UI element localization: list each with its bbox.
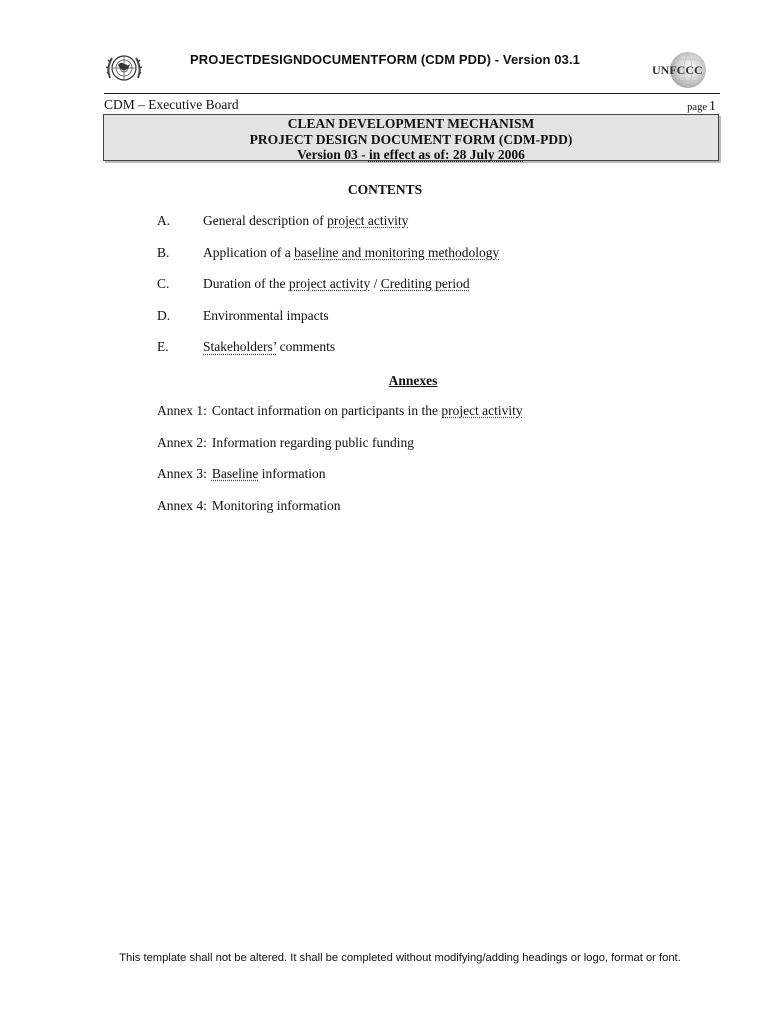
section-text-plain: General description of [203, 213, 328, 228]
section-text-plain: comments [276, 339, 336, 355]
section-text-plain: / [370, 276, 381, 292]
section-text-term: Crediting period [380, 276, 470, 292]
annex-item [157, 403, 523, 435]
annex-number: Annex 1: [157, 403, 207, 418]
title-line-3-effect: in effect as of: 28 July 2006 [368, 147, 525, 162]
annex-text-term: project activity [441, 403, 523, 418]
annexes-heading-text: Annexes [388, 373, 438, 388]
form-title: PROJECTDESIGNDOCUMENTFORM (CDM PDD) - Version 03.1 [190, 52, 580, 67]
section-text-term: project activity [288, 276, 371, 292]
section-text-plain: Duration of the [203, 276, 289, 292]
header-rule [104, 93, 720, 94]
footer-note: This template shall not be altered. It shall be completed without modifying/adding headings or logo, format or font. [119, 952, 681, 964]
annex-text-plain: Monitoring information [211, 497, 341, 513]
title-line-2: PROJECT DESIGN DOCUMENT FORM (CDM-PDD) [249, 131, 573, 147]
section-text: Environmental impacts [203, 307, 329, 323]
section-text [203, 339, 335, 355]
section-text-term: baseline and monitoring methodology [294, 244, 500, 260]
annex-number: Annex 4: [157, 497, 207, 513]
page-number: 1 [709, 99, 716, 114]
un-emblem-icon [104, 48, 144, 88]
section-text [203, 276, 470, 292]
section-text [203, 245, 499, 261]
annexes-heading [0, 373, 770, 389]
title-box [103, 114, 719, 161]
annex-text-plain: Contact information on participants in the [211, 403, 442, 418]
section-item [157, 308, 499, 340]
section-letter: B. [157, 244, 170, 260]
section-item [157, 339, 499, 371]
contents-heading: CONTENTS [347, 182, 423, 197]
section-item [157, 245, 499, 277]
unfccc-logo-icon [648, 50, 718, 90]
section-text-term: project activity [327, 213, 409, 228]
section-letter: A. [157, 213, 171, 228]
annex-item [157, 435, 523, 467]
page-number-label [687, 97, 716, 115]
section-letter: E. [157, 339, 169, 355]
title-line-1: CLEAN DEVELOPMENT MECHANISM [287, 116, 535, 131]
section-text-term: Stakeholders’ [203, 339, 277, 355]
annex-text-plain: Information regarding public funding [211, 434, 414, 450]
annex-text-term: Baseline [211, 466, 259, 482]
annex-number: Annex 3: [157, 466, 207, 482]
board-label: CDM – Executive Board [104, 97, 239, 112]
title-line-3-prefix: Version 03 - [297, 147, 369, 162]
section-letter: D. [157, 307, 171, 323]
section-list [157, 213, 499, 371]
title-line-3 [104, 147, 718, 163]
annex-item [157, 466, 523, 498]
section-text-plain: Application of a [203, 244, 295, 260]
section-text [203, 213, 408, 229]
annex-item [157, 498, 523, 530]
annex-number: Annex 2: [157, 434, 207, 450]
unfccc-logo-text: UNFCCC [652, 63, 703, 77]
section-item [157, 213, 499, 245]
annex-text-plain: information [258, 466, 326, 482]
section-letter: C. [157, 276, 170, 292]
page-word: page [687, 102, 707, 113]
annex-list [157, 403, 523, 529]
section-item [157, 276, 499, 308]
